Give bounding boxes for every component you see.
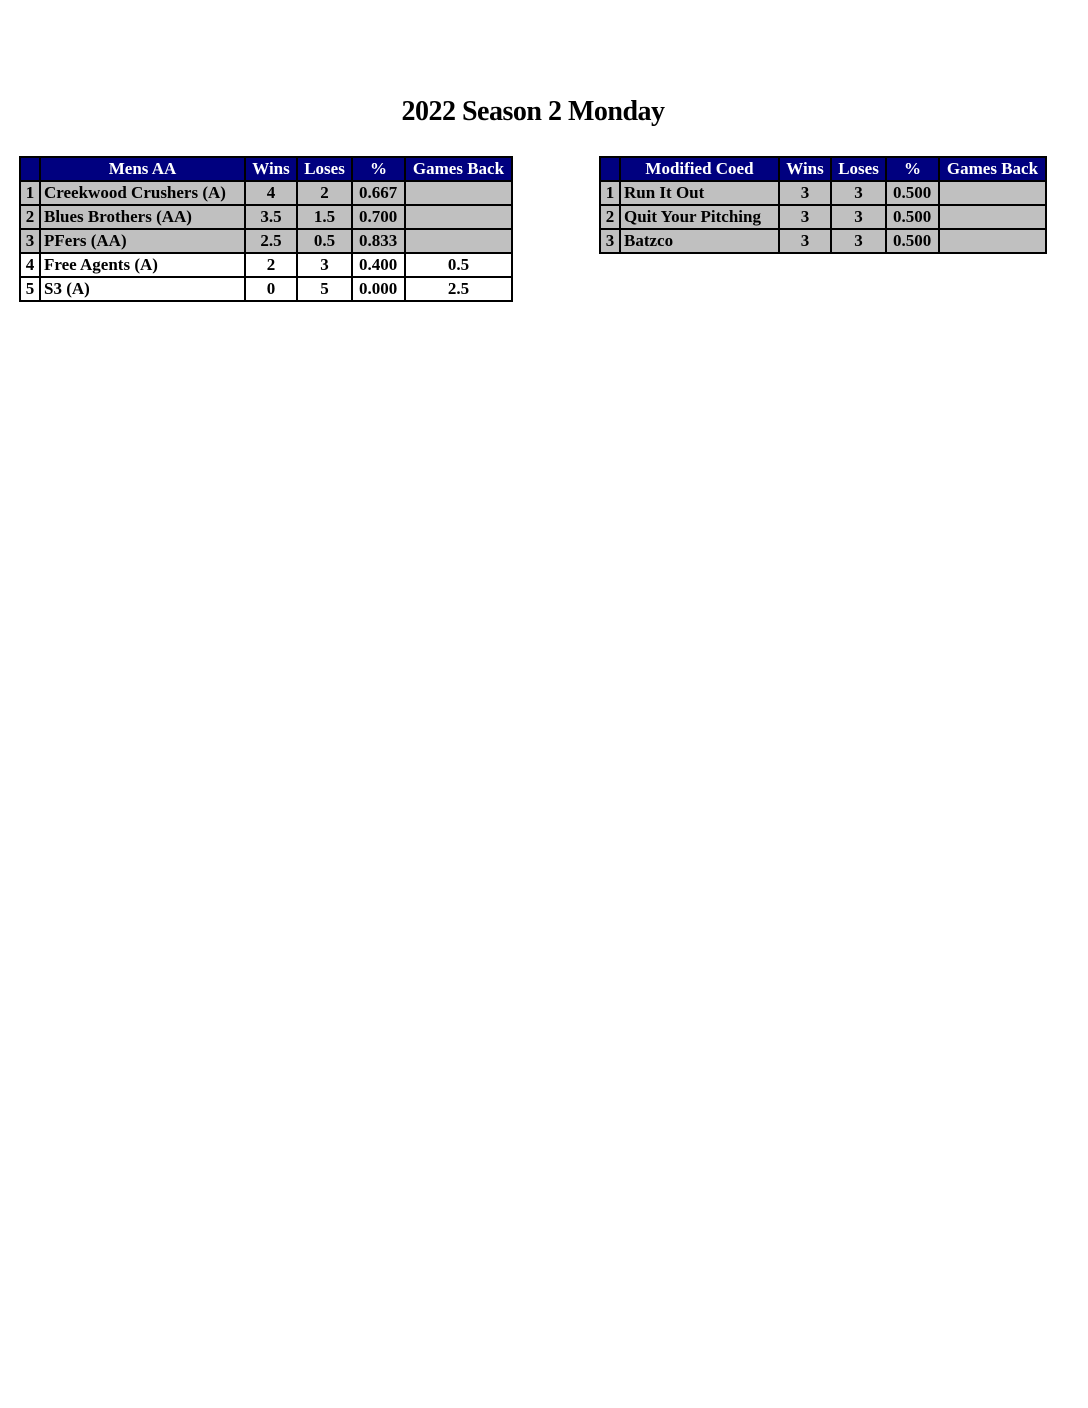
- games-back-cell: [939, 181, 1046, 205]
- pct-cell: 0.000: [352, 277, 405, 301]
- page-title: 2022 Season 2 Monday: [401, 96, 665, 127]
- division-header: Mens AA: [40, 157, 245, 181]
- games-back-header: Games Back: [939, 157, 1046, 181]
- wins-cell: 3.5: [245, 205, 297, 229]
- rank-cell: 1: [20, 181, 40, 205]
- table-row: [20, 229, 512, 253]
- team-cell: S3 (A): [40, 277, 245, 301]
- pct-cell: 0.833: [352, 229, 405, 253]
- wins-cell: 2.5: [245, 229, 297, 253]
- rank-header: [600, 157, 620, 181]
- loses-cell: 3: [297, 253, 352, 277]
- rank-cell: 1: [600, 181, 620, 205]
- games-back-cell: [405, 181, 512, 205]
- rank-header: [20, 157, 40, 181]
- loses-cell: 0.5: [297, 229, 352, 253]
- pct-cell: 0.500: [886, 229, 939, 253]
- team-cell: Free Agents (A): [40, 253, 245, 277]
- rank-cell: 4: [20, 253, 40, 277]
- pct-cell: 0.500: [886, 181, 939, 205]
- pct-cell: 0.667: [352, 181, 405, 205]
- loses-cell: 3: [831, 181, 886, 205]
- pct-cell: 0.700: [352, 205, 405, 229]
- rank-cell: 3: [600, 229, 620, 253]
- team-cell: Quit Your Pitching: [620, 205, 779, 229]
- pct-cell: 0.400: [352, 253, 405, 277]
- table-row: [600, 205, 1046, 229]
- mens-aa-standings-table: [19, 156, 513, 302]
- rank-cell: 2: [600, 205, 620, 229]
- games-back-cell: 0.5: [405, 253, 512, 277]
- wins-cell: 3: [779, 229, 831, 253]
- wins-cell: 4: [245, 181, 297, 205]
- wins-cell: 3: [779, 181, 831, 205]
- loses-cell: 2: [297, 181, 352, 205]
- table-row: [600, 229, 1046, 253]
- loses-cell: 3: [831, 229, 886, 253]
- table-row: [20, 277, 512, 301]
- games-back-cell: [405, 205, 512, 229]
- loses-header: Loses: [831, 157, 886, 181]
- loses-cell: 5: [297, 277, 352, 301]
- table-row: [20, 205, 512, 229]
- loses-cell: 3: [831, 205, 886, 229]
- division-header: Modified Coed: [620, 157, 779, 181]
- games-back-cell: 2.5: [405, 277, 512, 301]
- table-header-row: [20, 157, 512, 181]
- team-cell: PFers (AA): [40, 229, 245, 253]
- table-row: [20, 181, 512, 205]
- games-back-cell: [939, 205, 1046, 229]
- rank-cell: 3: [20, 229, 40, 253]
- rank-cell: 2: [20, 205, 40, 229]
- wins-cell: 0: [245, 277, 297, 301]
- team-cell: Creekwood Crushers (A): [40, 181, 245, 205]
- games-back-header: Games Back: [405, 157, 512, 181]
- rank-cell: 5: [20, 277, 40, 301]
- games-back-cell: [939, 229, 1046, 253]
- loses-header: Loses: [297, 157, 352, 181]
- table-header-row: [600, 157, 1046, 181]
- wins-cell: 2: [245, 253, 297, 277]
- team-cell: Blues Brothers (AA): [40, 205, 245, 229]
- wins-header: Wins: [245, 157, 297, 181]
- team-cell: Run It Out: [620, 181, 779, 205]
- table-row: [600, 181, 1046, 205]
- pct-header: %: [886, 157, 939, 181]
- pct-header: %: [352, 157, 405, 181]
- modified-coed-standings-table: [599, 156, 1047, 254]
- loses-cell: 1.5: [297, 205, 352, 229]
- wins-cell: 3: [779, 205, 831, 229]
- table-row: [20, 253, 512, 277]
- team-cell: Batzco: [620, 229, 779, 253]
- games-back-cell: [405, 229, 512, 253]
- pct-cell: 0.500: [886, 205, 939, 229]
- wins-header: Wins: [779, 157, 831, 181]
